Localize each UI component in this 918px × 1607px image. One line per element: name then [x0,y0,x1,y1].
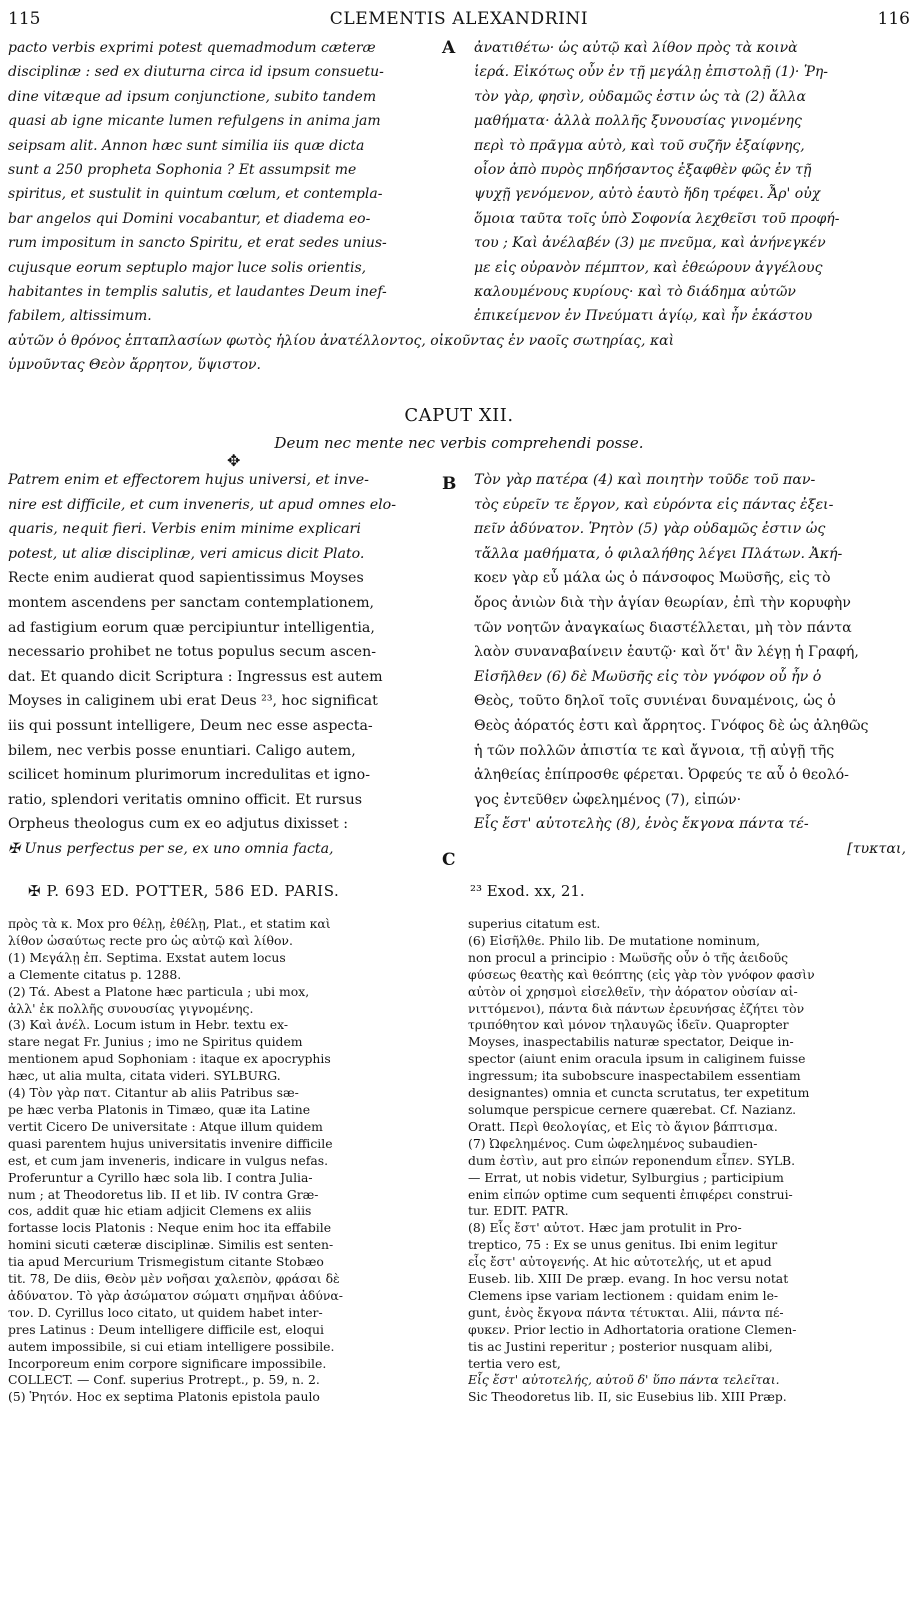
note-line: cos, addit quæ hic etiam adjicit Clemens ex aliis [8,1203,312,1219]
note-line: φυκεν. Prior lectio in Adhortatoria oratione Clemen- [468,1321,797,1337]
note-line: quasi parentem hujus universitatis invenire difficile [8,1135,333,1151]
text-line: λαὸν συναναβαίνειν ἑαυτῷ· καὶ ὅτ' ἂν λέγῃ ἡ Γραφή, [474,644,859,661]
column-marker-b: B [442,474,457,494]
note-line: enim εἰπών optime cum sequenti ἐπιφέρει construi- [468,1186,793,1202]
note-line: — Errat, ut nobis videtur, Sylburgius ; participium [468,1169,784,1185]
note-line: tis ac Justini reperitur ; posterior nusquam alibi, [468,1338,773,1354]
text-line: ἡ τῶν πολλῶν ἀπιστία τε καὶ ἄγνοια, τῇ αὐγῇ τῆς [474,742,835,759]
note-line: spector (aiunt enim oracula ipsum in caliginem fuisse [468,1051,806,1067]
note-line: (3) Καὶ ἀνέλ. Locum istum in Hebr. textu ex- [8,1017,289,1033]
note-line: non procul a principio : Μωϋσῆς οὖν ὁ τῆς ἀειδοῦς [468,949,789,965]
text-line: τῶν νοητῶν ἀναγκαίως διαστέλλεται, μὴ τὸν πάντα [474,619,852,636]
text-line: necessario prohibet ne totus populus secum ascen- [8,644,376,661]
text-line: fabilem, altissimum. [8,308,152,325]
text-line: Patrem enim et effectorem hujus universi, et inve- [8,472,369,488]
text-line: οἷον ἀπὸ πυρὸς πηδήσαντος ἐξαφθὲν φῶς ἐν τῇ [474,162,812,179]
text-line: Εἷς ἔστ' αὐτοτελὴς (8), ἑνὸς ἔκγονα πάντα τέ- [474,816,809,833]
note-line: ἀλλ' ἐκ πολλῆς συνουσίας γιγνομένης. [8,1000,254,1016]
text-line: habitantes in templis salutis, et laudantes Deum inef- [8,284,387,301]
note-line: tertia vero est, [468,1355,561,1371]
latin-chapter-column [8,468,440,862]
text-line: Orpheus theologus cum ex eo adjutus dixisset : [8,816,349,833]
text-line: ὄρος ἀνιὼν διὰ τὴν ἁγίαν θεωρίαν, ἐπὶ τὴν κορυφὴν [474,594,851,611]
greek-chapter-column [474,468,906,862]
note-line: treptico, 75 : Ex se unus genitus. Ibi enim legitur [468,1237,778,1253]
text-line: Θεὸς, τοῦτο δηλοῖ τοῖς συνιέναι δυναμένοις, ὡς ὁ [474,693,836,710]
note-line: (5) Ῥητόν. Hoc ex septima Platonis epistola paulo [8,1389,320,1405]
note-line: dum ἐστὶν, aut pro εἰπών reponendum εἶπεν. SYLB. [468,1152,796,1168]
text-line: spiritus, et sustulit in quintum cœlum, et contempla- [8,186,383,203]
footnotes-right-column [468,916,914,1406]
text-line: περὶ τὸ πρᾶγμα αὐτὸ, καὶ τοῦ συζῆν ἐξαίφνης, [474,137,805,154]
text-line: scilicet hominum plurimorum incredulitas et igno- [8,767,370,784]
note-line: hæc, ut alia multa, citata videri. SYLBURG. [8,1068,281,1084]
column-marker-c: C [442,850,456,870]
text-line: quaris, nequit fieri. Verbis enim minime explicari [8,521,361,538]
text-line: ἱερά. Εἰκότως οὖν ἐν τῇ μεγάλῃ ἐπιστολῇ (1)· Ῥη- [474,64,829,81]
text-line: [τυκται, [847,840,906,857]
running-header [8,8,910,30]
chapter-subtitle: Deum nec mente nec verbis comprehendi posse. [274,434,644,452]
latin-text-column [8,36,440,329]
text-line: ἐπικείμενον ἐν Πνεύματι ἁγίῳ, καὶ ἦν ἑκάστου [474,308,813,325]
edition-reference: ✠ P. 693 ED. POTTER, 586 ED. PARIS. [28,882,340,900]
note-line: tur. EDIT. PATR. [468,1203,569,1219]
note-line: Oratt. Περὶ θεολογίας, et Εἰς τὸ ἅγιον βάπτισμα. [468,1118,778,1134]
note-line: designantes) omnia et cuncta scrutatus, ter expetitum [468,1085,810,1101]
text-line: Θεὸς ἀόρατός ἐστι καὶ ἄρρητος. Γνόφος δὲ ὡς ἀληθῶς [474,717,869,734]
text-line: pacto verbis exprimi potest quemadmodum cæteræ [8,40,376,56]
note-line: mentionem apud Sophoniam : itaque ex apocryphis [8,1051,331,1067]
text-line: ἀληθείας ἐπίπροσθε φέρεται. Ὀρφεύς τε αὖ ὁ θεολό- [474,767,849,784]
page-number-right: 116 [877,9,910,29]
text-line: ad fastigium eorum quæ percipiuntur intelligentia, [8,619,375,636]
text-line: sunt a 250 propheta Sophonia ? Et assumpsit me [8,162,357,179]
text-line: iis qui possunt intelligere, Deum nec esse aspecta- [8,717,373,734]
text-line: του ; Καὶ ἀνέλαβέν (3) με πνεῦμα, καὶ ἀνήνεγκέν [474,235,826,252]
text-line: quasi ab igne micante lumen refulgens in anima jam [8,113,381,130]
text-line: τὸν γὰρ, φησὶν, οὐδαμῶς ἐστιν ὡς τὰ (2) ἄλλα [474,88,806,105]
text-line: dine vitæque ad ipsum conjunctione, subito tandem [8,88,377,105]
note-line: Proferuntur a Cyrillo hæc sola lib. I contra Julia- [8,1169,313,1185]
text-line: bilem, nec verbis posse enuntiari. Caligo autem, [8,742,356,759]
text-line: αὐτῶν ὁ θρόνος ἑπταπλασίων φωτὸς ἡλίου ἀνατέλλοντος, οἰκοῦντας ἐν ναοῖς σωτηρίας, καὶ [8,333,675,349]
note-line: pres Latinus : Deum intelligere difficile est, eloqui [8,1321,324,1337]
note-line: πρὸς τὰ κ. Mox pro θέλῃ, ἐθέλῃ, Plat., et statim καὶ [8,916,331,931]
note-line: Incorporeum enim corpore significare impossibile. [8,1355,327,1371]
note-line: λίθον ὡσαύτως recte pro ὡς αὐτῷ καὶ λίθον. [8,932,293,948]
note-line: τον. D. Cyrillus loco citato, ut quidem habet inter- [8,1304,323,1320]
note-line: tia apud Mercurium Trismegistum citante Stobæo [8,1254,324,1270]
text-line: bar angelos qui Domini vocabantur, et diadema eo- [8,210,371,227]
note-line: pe hæc verba Platonis in Timæo, quæ ita Latine [8,1101,311,1117]
greek-text-full-width [8,329,910,378]
text-line: γος ἐντεῦθεν ὠφελημένος (7), εἰπών· [474,791,742,808]
text-line: καλουμένους κυρίους· καὶ τὸ διάδημα αὐτῶν [474,284,796,301]
note-line: ingressum; ita subobscure inaspectabilem essentiam [468,1068,801,1084]
note-line: solumque perspicue cernere quærebat. Cf. Nazianz. [468,1101,797,1117]
note-line: αὐτὸν οἱ χρησμοὶ εἰσελθεῖν, τὴν ἀόρατον οὐσίαν αἰ- [468,983,798,999]
note-line: τριπόθητον καὶ μόνον τηλαυγῶς ἰδεῖν. Quapropter [468,1017,789,1033]
note-line: vertit Cicero De universitate : Atque illum quidem [8,1118,323,1134]
chapter-title: CAPUT XII. [404,405,514,426]
note-line: φύσεως θεατὴς καὶ θεόπτης (εἰς γὰρ τὸν γνόφον φασὶν [468,966,815,982]
note-line: num ; at Theodoretus lib. II et lib. IV contra Græ- [8,1186,319,1202]
note-line: εἷς ἔστ' αὐτογενής. At hic αὐτοτελής, ut et apud [468,1254,772,1270]
note-line: (8) Εἷς ἔστ' αὐτοτ. Hæc jam protulit in Pro- [468,1220,742,1236]
text-line: Recte enim audierat quod sapientissimus Moyses [8,570,364,587]
text-line: τἄλλα μαθήματα, ὁ φιλαλήθης λέγει Πλάτων. Ἀκή- [474,545,843,562]
text-line: dat. Et quando dicit Scriptura : Ingressus est autem [8,668,383,685]
note-line: Moyses, inaspectabilis naturæ spectator, Deique in- [468,1034,794,1050]
note-line: fortasse locis Platonis : Neque enim hoc ita effabile [8,1220,332,1236]
text-line: montem ascendens per sanctam contemplationem, [8,594,375,611]
text-line: ἀνατιθέτω· ὡς αὐτῷ καὶ λίθον πρὸς τὰ κοινὰ [474,40,798,56]
text-line: ὅμοια ταῦτα τοῖς ὑπὸ Σοφονία λεχθεῖσι τοῦ προφή- [474,210,840,227]
note-line: ἀδύνατον. Τὸ γὰρ ἀσώματον σώματι σημῆναι ἀδύνα- [8,1287,343,1303]
note-line: Clemens ipse variam lectionem : quidam enim le- [468,1287,779,1303]
note-line: gunt, ἑνὸς ἔκγονα πάντα τέτυκται. Alii, πάντα πέ- [468,1304,784,1320]
note-line: autem impossibile, si cui etiam intelligere possibile. [8,1338,335,1354]
text-line: cujusque eorum septuplo major luce solis orientis, [8,259,367,276]
note-line: (4) Τὸν γὰρ πατ. Citantur ab aliis Patribus sæ- [8,1085,299,1101]
text-line: Εἰσῆλθεν (6) δὲ Μωϋσῆς εἰς τὸν γνόφον οὗ ἦν ὁ [474,668,822,685]
note-line: homini sicuti cæteræ disciplinæ. Similis est senten- [8,1237,334,1253]
text-line: μαθήματα· ἀλλὰ πολλῆς ξυνουσίας γινομένης [474,113,802,130]
running-title: CLEMENTIS ALEXANDRINI [329,9,589,29]
column-marker-a: A [442,38,456,58]
note-line: Sic Theodoretus lib. II, sic Eusebius lib. XIII Præp. [468,1389,787,1405]
text-line: rum impositum in sancto Spiritu, et erat sedes unius- [8,235,387,252]
note-line: Euseb. lib. XIII De præp. evang. In hoc versu notat [468,1271,789,1287]
text-line: ✠ Unus perfectus per se, ex uno omnia facta, [8,840,334,857]
text-line: Τὸν γὰρ πατέρα (4) καὶ ποιητὴν τοῦδε τοῦ παν- [474,472,816,488]
note-line: νιττόμενοι), πάντα διὰ πάντων ἐρευνήσας ἐζήτει τὸν [468,1000,805,1016]
note-line: (2) Τά. Abest a Platone hæc particula ; ubi mox, [8,983,310,999]
text-line: ψυχῇ γενόμενον, αὐτὸ ἑαυτὸ ἤδη τρέφει. Ἆρ' οὐχ [474,186,821,203]
note-line: (7) Ὠφελημένος. Cum ὠφελημένος subaudien- [468,1135,758,1151]
text-line: πεῖν ἀδύνατον. Ῥητὸν (5) γὰρ οὐδαμῶς ἐστιν ὡς [474,521,826,538]
text-line: disciplinæ : sed ex diuturna circa id ipsum consuetu- [8,64,384,81]
note-line: stare negat Fr. Junius ; imo ne Spiritus quidem [8,1034,303,1050]
text-line: τὸς εὑρεῖν τε ἔργον, καὶ εὑρόντα εἰς πάντας ἐξει- [474,496,834,513]
note-line: est, et cum jam inveneris, indicare in vulgus nefas. [8,1152,329,1168]
note-line: Εἷς ἔστ' αὐτοτελής, αὐτοῦ δ' ὕπο πάντα τελεῖται. [468,1372,780,1388]
greek-text-column [474,36,906,329]
page-number-left: 115 [8,9,41,29]
footnotes-left-column [8,916,458,1406]
text-line: κοεν γὰρ εὖ μάλα ὡς ὁ πάνσοφος Μωϋσῆς, εἰς τὸ [474,570,831,587]
text-line: ratio, splendori veritatis omnino officit. Et rursus [8,791,363,808]
text-line: με εἰς οὐρανὸν πέμπτον, καὶ ἐθεώρουν ἀγγέλους [474,259,823,276]
text-line: seipsam alit. Annon hæc sunt similia iis quæ dicta [8,137,365,154]
text-line: ὑμνοῦντας Θεὸν ἄρρητον, ὕψιστον. [8,357,261,374]
note-line: a Clemente citatus p. 1288. [8,966,182,982]
note-line: tit. 78, De diis, Θεὸν μὲν νοῆσαι χαλεπὸν, φράσαι δὲ [8,1271,340,1287]
note-line: (1) Μεγάλῃ ἐπ. Septima. Exstat autem locus [8,949,286,965]
note-line: (6) Εἰσῆλθε. Philo lib. De mutatione nominum, [468,932,761,948]
note-line: COLLECT. — Conf. superius Protrept., p. 59, n. 2. [8,1372,320,1388]
scripture-footnote: ²³ Exod. xx, 21. [470,882,585,900]
note-line: superius citatum est. [468,916,601,931]
text-line: potest, ut aliæ disciplinæ, veri amicus dicit Plato. [8,545,365,562]
text-line: nire est difficile, et cum inveneris, ut apud omnes elo- [8,496,396,513]
text-line: Moyses in caliginem ubi erat Deus ²³, hoc significat [8,693,378,710]
fleuron-ornament-icon: ✥ [227,451,241,470]
